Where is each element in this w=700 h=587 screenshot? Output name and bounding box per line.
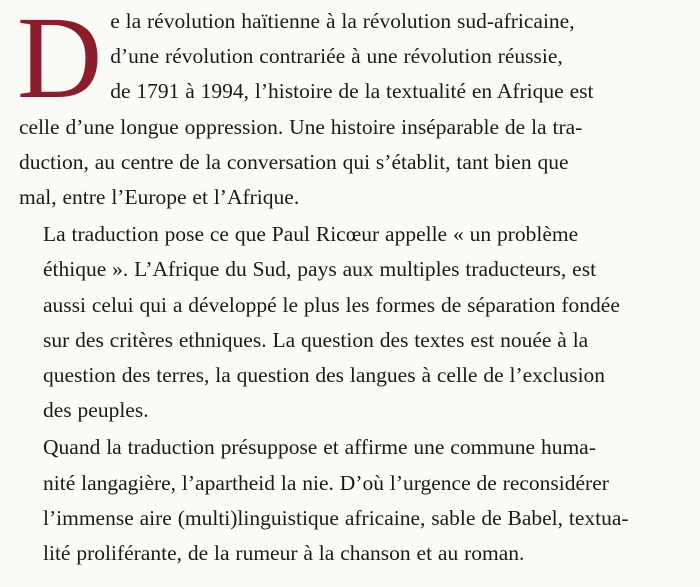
paragraph-2-line-6: des peuples. [43, 398, 149, 423]
paragraph-3-line-4: lité proliférante, de la rumeur à la chanson et au roman. [43, 541, 525, 566]
paragraph-2-line-1: La traduction pose ce que Paul Ricœur appelle « un problème [43, 222, 579, 247]
paragraph-2-line-2: éthique ». L’Afrique du Sud, pays aux multiples traducteurs, est [43, 257, 597, 282]
paragraph-2 [19, 217, 682, 428]
paragraph-2-line-4: sur des critères ethniques. La question des textes est nouée à la [43, 327, 589, 352]
drop-cap: D [17, 0, 103, 123]
paragraph-2-line-5: question des terres, la question des langues à celle de l’exclusion [43, 363, 606, 388]
paragraph-1-line-1: e la révolution haïtienne à la révolution sud-africaine, [110, 9, 575, 33]
paragraph-1-line-2: d’une révolution contrariée à une révolution réussie, [110, 44, 563, 69]
paragraph-1-line-3: de 1791 à 1994, l’histoire de la textualité en Afrique est [110, 79, 594, 104]
paragraph-3 [19, 430, 682, 571]
paragraph-3-line-2: nité langagière, l’apartheid la nie. D’où l’urgence de reconsidérer [43, 470, 609, 495]
paragraph-3-line-3: l’immense aire (multi)linguistique africaine, sable de Babel, textua- [43, 505, 629, 530]
paragraph-3-line-1: Quand la traduction présuppose et affirme une commune huma- [43, 435, 596, 460]
paragraph-1-line-4: celle d’une longue oppression. Une histoire inséparable de la tra- [19, 114, 583, 139]
paragraph-2-line-3: aussi celui qui a développé le plus les formes de séparation fondée [43, 292, 620, 317]
paragraph-1-line-6: mal, entre l’Europe et l’Afrique. [19, 185, 300, 210]
paragraph-1-line-5: duction, au centre de la conversation qui s’établit, tant bien que [19, 149, 569, 174]
paragraph-1 [17, 0, 682, 215]
